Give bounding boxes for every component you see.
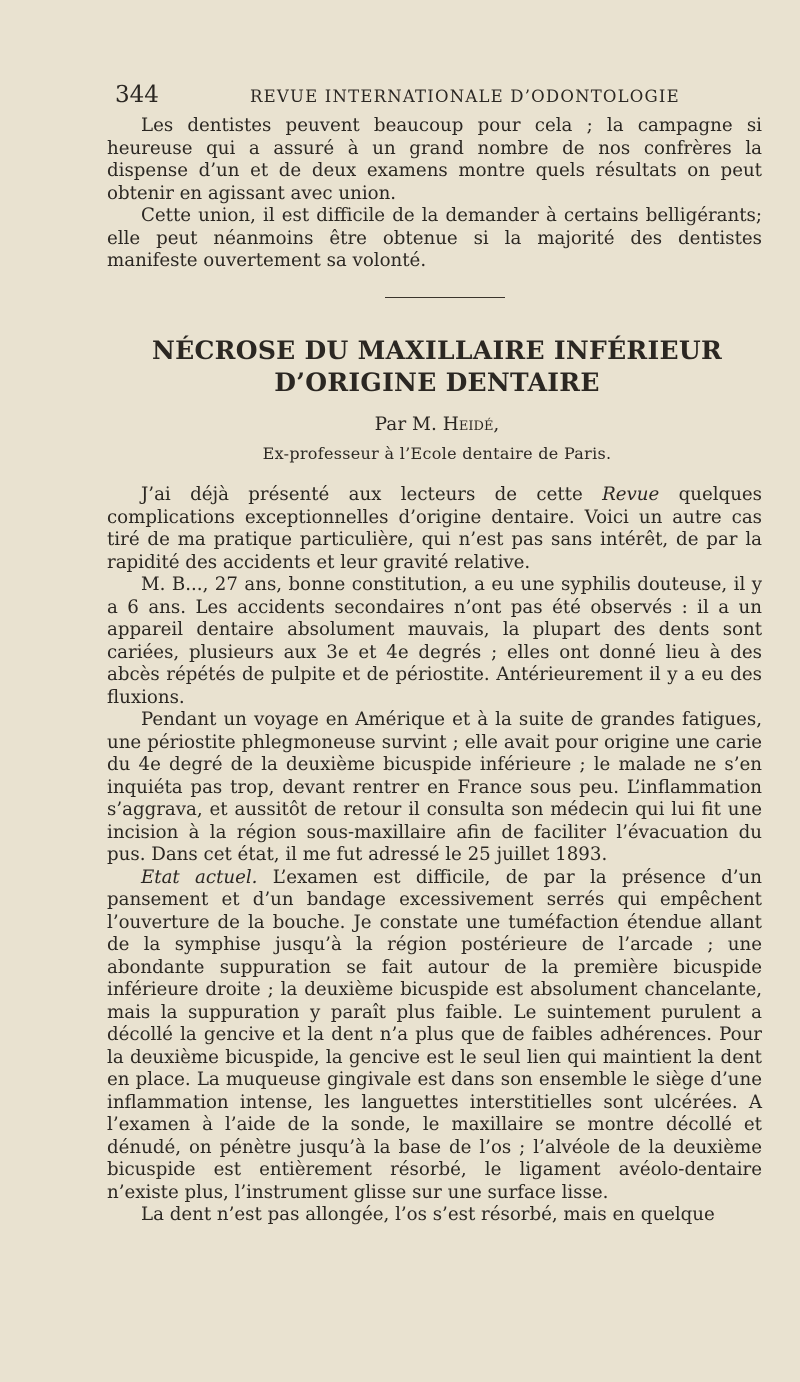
section-label: Etat actuel. (141, 866, 258, 888)
author-name: Heidé, (442, 414, 500, 435)
body-paragraph: La dent n’est pas allongée, l’os s’est résorbé, mais en quelque (141, 1204, 715, 1225)
author-prefix: Par M. (374, 414, 437, 435)
author-line (107, 414, 767, 435)
page-number: 344 (115, 82, 159, 108)
body-paragraph: Pendant un voyage en Amérique et à la suite de grandes fatigues, une périostite phlegmoneuse survint ; elle avait pour origine une carie du 4e degré de la deuxième bicuspide inférieure ; le malade ne s’en inquiéta pas trop, devant rentrer en France sous peu. L’inflammation s’aggrava, et aussitôt de retour il consulta son médecin qui lui fit une incision à la région sous-maxillaire afin de faciliter l’évacuation du pus. Dans cet état, il me fut adressé le 25 juillet 1893. (107, 709, 762, 865)
paragraph-text: J’ai déjà présenté aux lecteurs de cette (141, 484, 603, 505)
intro-text (107, 115, 762, 273)
section-divider (385, 297, 505, 298)
paragraph-text: L’examen est difficile, de par la présence d’un pansement et d’un bandage excessivement serrés qui empêchent l’ouverture de la bouche. Je constate une tuméfaction étendue allant de la symphise jusqu’à la région postérieure de l’arcade ; une abondante suppuration se fait autour de la première bicuspide inférieure droite ; la deuxième bicuspide est absolument chancelante, mais la suppuration y paraît plus faible. Le suintement purulent a décollé la gencive et la dent n’a plus que de faibles adhérences. Pour la deuxième bicuspide, la gencive est le seul lien qui maintient la dent en place. La muqueuse gingivale est dans son ensemble le siège d’une inflammation intense, les languettes interstitielles sont ulcérées. A l’examen à l’aide de la sonde, le maxillaire se montre décollé et dénudé, on pénètre jusqu’à la base de l’os ; l’alvéole de la deuxième bicuspide est entièrement résorbé, le ligament avéolo-dentaire n’existe plus, l’instrument glisse sur une surface lisse. (107, 866, 762, 1203)
intro-paragraph: Cette union, il est difficile de la demander à certains belligérants; elle peut néanmoins être obtenue si la majorité des dentistes manifeste ouvertement sa volonté. (107, 205, 762, 271)
body-paragraph: M. B..., 27 ans, bonne constitution, a eu une syphilis douteuse, il y a 6 ans. Les accidents secondaires n’ont pas été observés : il a un appareil dentaire absolument mauvais, la plupart des dents sont cariées, plusieurs aux 3e et 4e degrés ; elles ont donné lieu à des abcès répétés de pulpite et de périostite. Antérieurement il y a eu des fluxions. (107, 574, 762, 708)
journal-title: REVUE INTERNATIONALE D’ODONTOLOGIE (250, 87, 680, 106)
body-paragraph (107, 484, 762, 574)
journal-reference: Revue (602, 484, 660, 505)
paragraph-text: quelques complications exceptionnelles d’origine dentaire. Voici un autre cas tiré de ma pratique particulière, qui n’est pas sans intérêt, de par la rapidité des accidents et leur gravité relative. (107, 484, 763, 573)
body-paragraph (107, 867, 762, 1205)
author-affiliation: Ex-professeur à l’Ecole dentaire de Paris. (262, 444, 612, 463)
article-body (107, 484, 762, 1227)
article-title: NÉCROSE DU MAXILLAIRE INFÉRIEUR D’ORIGINE DENTAIRE (151, 336, 723, 397)
running-header (115, 82, 760, 112)
intro-paragraph: Les dentistes peuvent beaucoup pour cela ; la campagne si heureuse qui a assuré à un grand nombre de nos confrères la dispense d’un et de deux examens montre quels résultats on peut obtenir en agissant avec union. (107, 115, 762, 204)
